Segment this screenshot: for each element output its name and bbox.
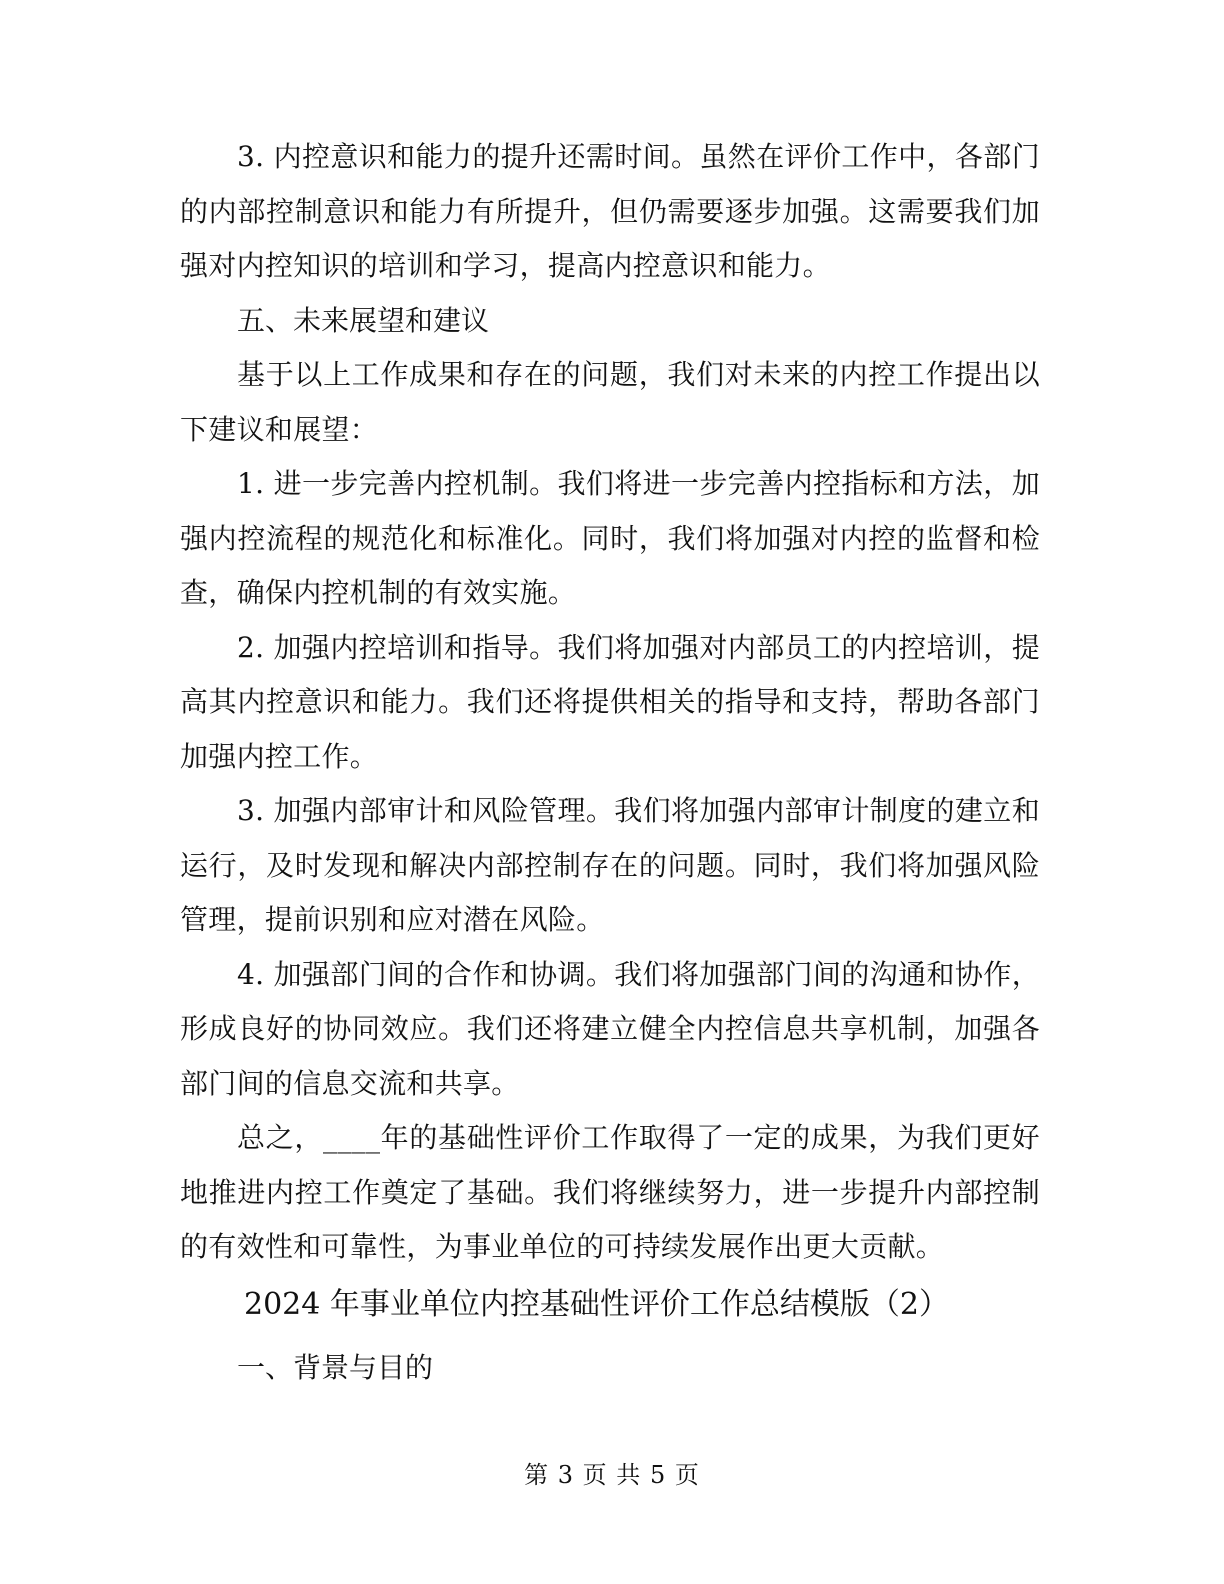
paragraph-suggestion-1: 1. 进一步完善内控机制。我们将进一步完善内控指标和方法，加强内控流程的规范化和标准化。同时，我们将加强对内控的监督和检查，确保内控机制的有效实施。 <box>180 467 1040 609</box>
document-section-title: 2024 年事业单位内控基础性评价工作总结模版（2） <box>244 1286 949 1322</box>
paragraph-intro-suggestions: 基于以上工作成果和存在的问题，我们对未来的内控工作提出以下建议和展望： <box>180 358 1040 446</box>
paragraph-item-3-awareness: 3. 内控意识和能力的提升还需时间。虽然在评价工作中，各部门的内部控制意识和能力有所提升，但仍需要逐步加强。这需要我们加强对内控知识的培训和学习，提高内控意识和能力。 <box>180 140 1040 282</box>
document-body <box>180 130 1040 1395</box>
subheading-background-purpose: 一、背景与目的 <box>237 1350 434 1384</box>
paragraph-suggestion-2: 2. 加强内控培训和指导。我们将加强对内部员工的内控培训，提高其内控意识和能力。我们还将提供相关的指导和支持，帮助各部门加强内控工作。 <box>180 630 1040 773</box>
page-footer: 第 3 页 共 5 页 <box>524 1461 700 1489</box>
section-heading-future-outlook: 五、未来展望和建议 <box>237 303 490 337</box>
paragraph-conclusion: 总之，____年的基础性评价工作取得了一定的成果，为我们更好地推进内控工作奠定了基础。我们将继续努力，进一步提升内部控制的有效性和可靠性，为事业单位的可持续发展作出更大贡献。 <box>180 1121 1040 1263</box>
paragraph-suggestion-4: 4. 加强部门间的合作和协调。我们将加强部门间的沟通和协作，形成良好的协同效应。我们还将建立健全内控信息共享机制，加强各部门间的信息交流和共享。 <box>180 957 1040 1100</box>
paragraph-suggestion-3: 3. 加强内部审计和风险管理。我们将加强内部审计制度的建立和运行，及时发现和解决内部控制存在的问题。同时，我们将加强风险管理，提前识别和应对潜在风险。 <box>180 794 1040 936</box>
